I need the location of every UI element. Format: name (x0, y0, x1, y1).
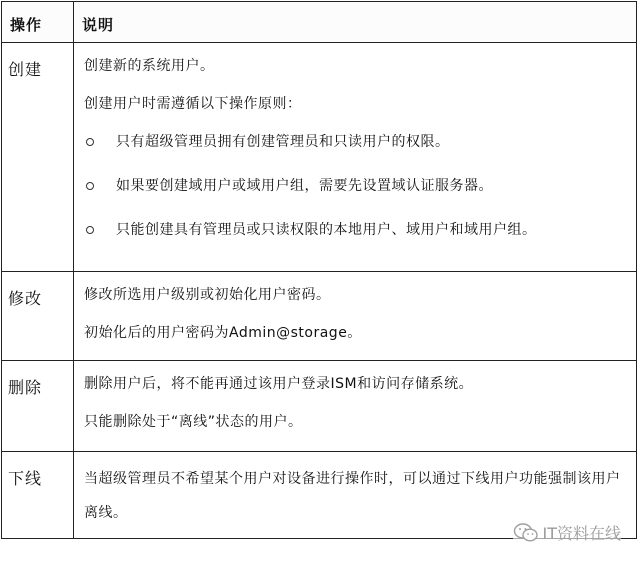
table-row-modify (2, 272, 637, 361)
desc-line: 只能删除处于“离线”状态的用户。 (84, 414, 303, 430)
desc-line: 当超级管理员不希望某个用户对设备进行操作时，可以通过下线用户功能强制该用户离线。 (84, 471, 621, 521)
table-row-delete (2, 361, 637, 452)
watermark-text: IT资料在线 (542, 524, 621, 543)
op-name: 删除 (8, 378, 43, 397)
desc-cell (74, 43, 637, 272)
op-name: 修改 (8, 289, 43, 308)
desc-line: 创建用户时需遵循以下操作原则： (84, 96, 302, 112)
bullet-item (84, 131, 636, 153)
bullet-circle-icon (86, 182, 94, 190)
bullet-text: 如果要创建域用户或域用户组，需要先设置域认证服务器。 (116, 178, 493, 194)
bullet-text: 只有超级管理员拥有创建管理员和只读用户的权限。 (116, 134, 450, 150)
bullet-circle-icon (86, 138, 94, 146)
desc-line: 初始化后的用户密码为Admin@storage。 (84, 325, 362, 341)
table-row-create (2, 43, 637, 272)
op-cell (2, 43, 74, 272)
op-cell (2, 361, 74, 452)
desc-line: 修改所选用户级别或初始化用户密码。 (84, 287, 331, 303)
desc-cell (74, 272, 637, 361)
bullet-circle-icon (86, 226, 94, 234)
header-desc-label: 说明 (82, 16, 115, 34)
desc-line: 创建新的系统用户。 (84, 58, 215, 74)
bullet-item (84, 219, 636, 241)
watermark (513, 521, 622, 544)
bullet-item (84, 175, 636, 197)
header-cell-op (2, 2, 74, 43)
op-cell (2, 272, 74, 361)
wechat-icon (513, 522, 539, 544)
op-name: 创建 (8, 60, 43, 79)
header-op-label: 操作 (10, 16, 43, 34)
desc-cell (74, 361, 637, 452)
op-name: 下线 (8, 469, 43, 488)
table-header-row (2, 2, 637, 43)
header-cell-desc (74, 2, 637, 43)
desc-line: 删除用户后，将不能再通过该用户登录ISM和访问存储系统。 (84, 376, 474, 392)
bullet-text: 只能创建具有管理员或只读权限的本地用户、域用户和域用户组。 (116, 222, 537, 238)
operations-table (1, 1, 637, 539)
op-cell (2, 452, 74, 539)
